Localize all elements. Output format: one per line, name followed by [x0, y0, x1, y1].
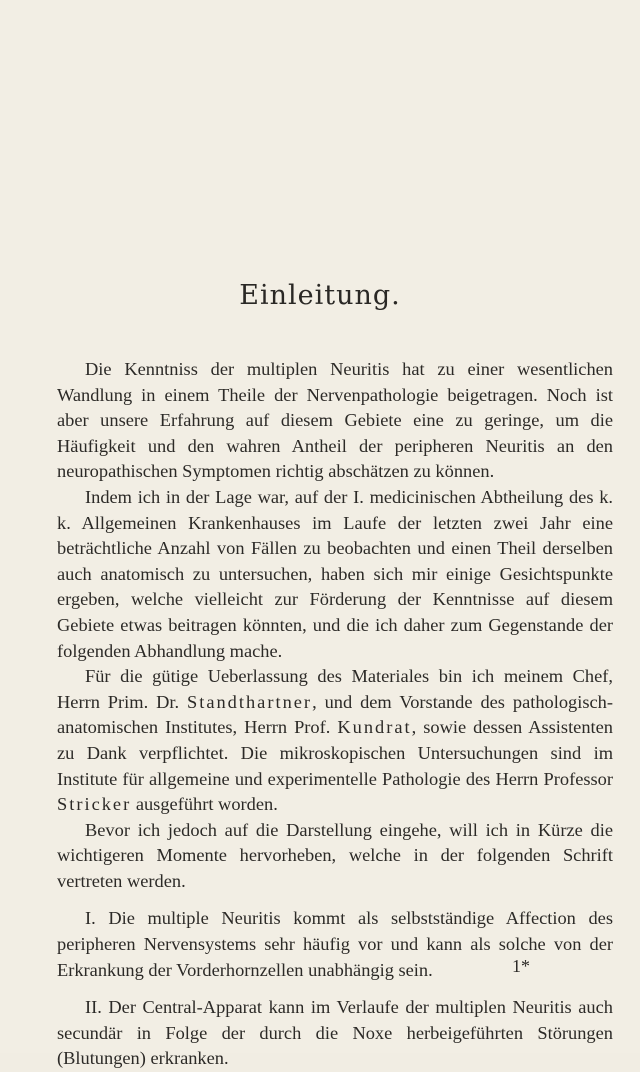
- paragraph-observations: Indem ich in der Lage war, auf der I. medicinischen Abtheilung des k. k. Allgemeinen Krankenhauses im Laufe der letzten zwei Jahr eine beträchtliche Anzahl von Fällen zu beobachten und einen Theil derselben auch anatomisch zu untersuchen, haben sich mir einige Gesichtspunkte ergeben, welche vielleicht zur Förderung der Kenntnisse auf diesem Gebiete etwas beitragen könnten, und die ich daher zum Gegenstande der folgenden Abhandlung mache.: [57, 486, 613, 661]
- person-name-stricker: Stricker: [57, 794, 132, 815]
- thesis-item-1: I. Die multiple Neuritis kommt als selbstständige Affection des peripheren Nervensystems sehr häufig vor und kann als solche von der Erkrankung der Vorderhornzellen unabhängig sein.: [57, 908, 613, 980]
- ack-text-4: ausgeführt worden.: [131, 794, 278, 815]
- person-name-standthartner: Standthartner: [186, 691, 313, 712]
- person-name-kundrat: Kundrat: [337, 717, 412, 738]
- paragraph-overview: Bevor ich jedoch auf die Darstellung eingehe, will ich in Kürze die wichtigeren Momente hervorheben, welche in der folgenden Schrift vertreten werden.: [57, 819, 613, 891]
- ack-text-1: Für die gütige Ueberlassung des Materiales bin ich meinem Chef, Herrn Prim. Dr.: [57, 666, 613, 712]
- thesis-item-2: II. Der Central-Apparat kann im Verlaufe der multiplen Neuritis auch secundär in Folge der durch die Noxe herbeigeführten Störungen (Blutungen) erkranken.: [57, 997, 613, 1069]
- ack-text-3: , sowie dessen Assistenten zu Dank verpflichtet. Die mikroskopischen Untersuchungen sind im Institute für allgemeine und experimentelle Pathologie des Herrn Professor: [57, 717, 614, 789]
- ack-text-2: , und dem Vorstande des pathologisch-anatomischen Institutes, Herrn Prof.: [57, 691, 613, 738]
- page-number: 1*: [512, 956, 530, 976]
- paragraph-acknowledgements: [57, 664, 613, 818]
- chapter-heading: Einleitung.: [239, 280, 401, 311]
- paragraph-intro: Die Kenntniss der multiplen Neuritis hat zu einer wesentlichen Wandlung in einem Theile der Nervenpathologie beigetragen. Noch ist aber unsere Erfahrung auf diesem Gebiete eine zu geringe, um die Häufigkeit und den wahren Antheil der peripheren Neuritis an den neuropathischen Symptomen richtig abschätzen zu können.: [57, 359, 613, 482]
